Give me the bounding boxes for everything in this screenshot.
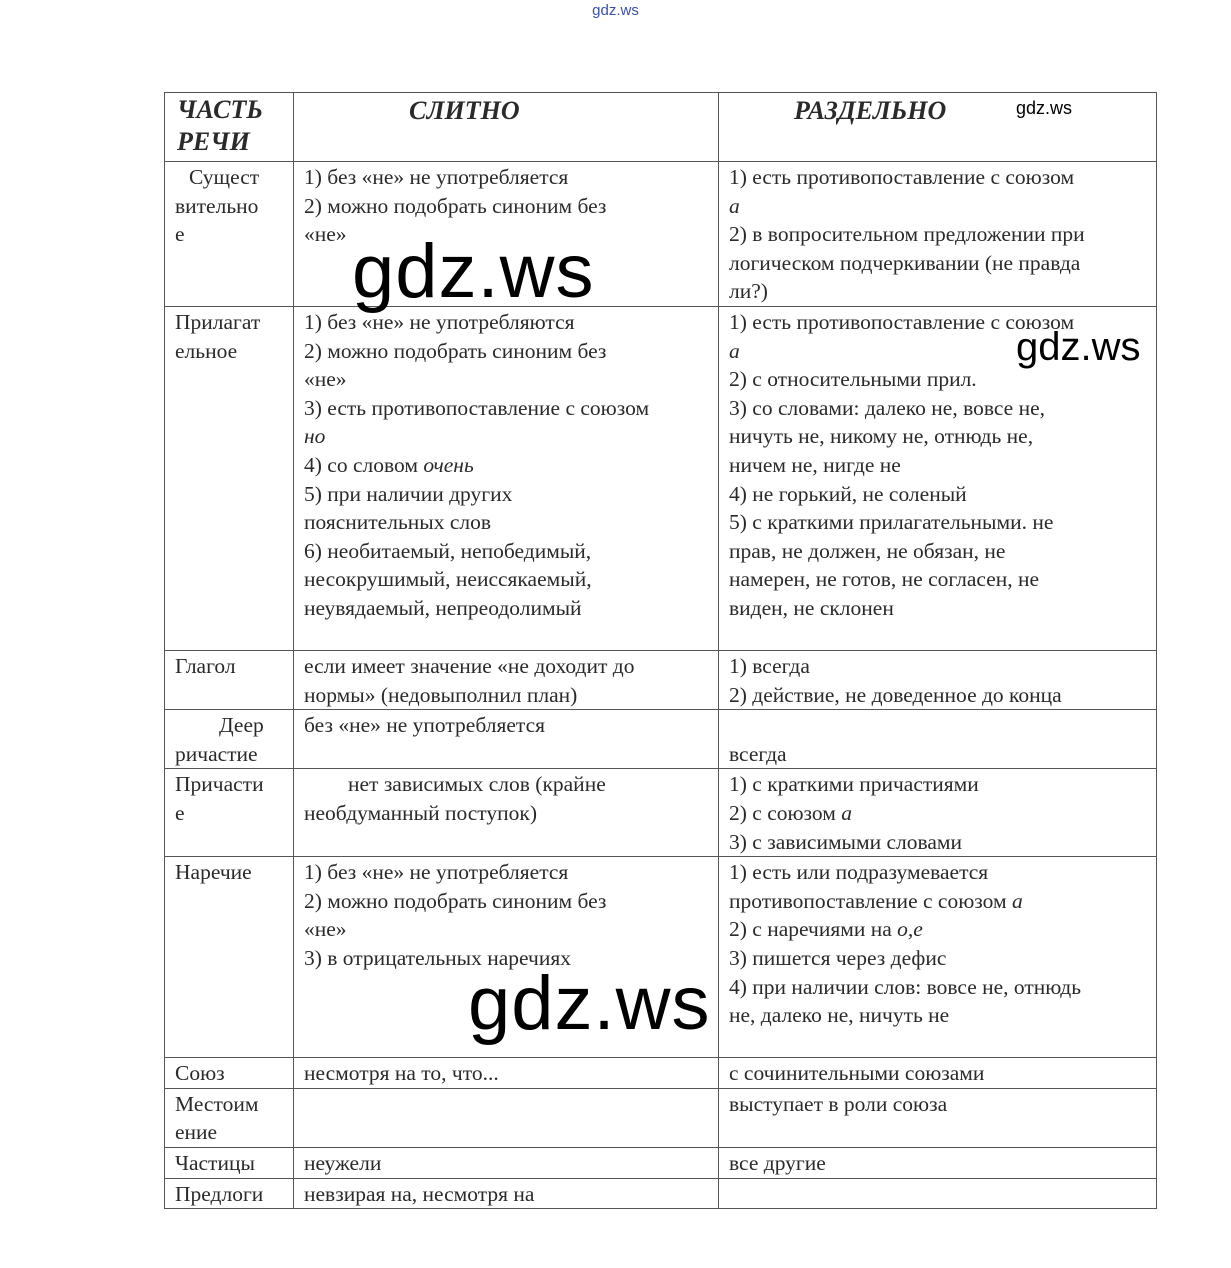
table-row-pronoun: [165, 1088, 1157, 1147]
table-header-row: [165, 93, 1157, 162]
separate-cell: 1) есть противопоставление с союзом а 2) в вопросительном предложении при логическом подчеркивании (не правда ли?): [719, 162, 1157, 307]
pos-cell: Союз: [165, 1058, 294, 1089]
together-cell: [294, 1088, 719, 1147]
watermark-small: gdz.ws: [1016, 98, 1073, 118]
watermark-large-bottom: gdz.ws: [468, 961, 711, 1046]
pos-cell: Глагол: [165, 650, 294, 709]
table-row-conjunction: [165, 1058, 1157, 1089]
table-row-particles: [165, 1147, 1157, 1178]
pos-cell: Деep ричастие: [165, 710, 294, 769]
together-cell: невзирая на, несмотря на: [294, 1178, 719, 1209]
watermark-large-top: gdz.ws: [352, 229, 595, 314]
separate-cell: 1) всегда 2) действие, не доведенное до конца: [719, 650, 1157, 709]
table-row-prepositions: [165, 1178, 1157, 1209]
together-cell: неужели: [294, 1147, 719, 1178]
separate-cell: 1) есть или подразумевается противопоставление с союзом а 2) с наречиями на о,е 3) пишется через дефис 4) при наличии слов: вовсе не, отнюдь не, далеко не, ничуть не: [719, 857, 1157, 1058]
separate-cell: с сочинительными союзами: [719, 1058, 1157, 1089]
together-cell: нет зависимых слов (крайне необдуманный поступок): [294, 769, 719, 857]
together-cell: 1) без «не» не употребляется 2) можно подобрать синоним без «не» 3) в отрицательных наречиях: [294, 857, 719, 1058]
separate-cell: выступает в роли союза: [719, 1088, 1157, 1147]
pos-cell: Частицы: [165, 1147, 294, 1178]
table-row-participle: [165, 769, 1157, 857]
header-separate: РАЗДЕЛЬНО: [719, 93, 1157, 162]
table-row-adjective: [165, 306, 1157, 650]
pos-cell: Прилагат ельное: [165, 306, 294, 650]
separate-cell: все другие: [719, 1147, 1157, 1178]
watermark-medium: gdz.ws: [1016, 325, 1141, 369]
together-cell: если имеет значение «не доходит до нормы» (недовыполнил план): [294, 650, 719, 709]
together-cell: несмотря на то, что...: [294, 1058, 719, 1089]
together-cell: 1) без «не» не употребляются 2) можно подобрать синоним без «не» 3) есть противопоставление с союзом но 4) со словом очень 5) при наличии других пояснительных слов 6) необитаемый, непобедимый, несокрушимый, неиссякаемый, неувядаемый, непреодолимый: [294, 306, 719, 650]
pos-cell: Причасти е: [165, 769, 294, 857]
separate-cell: [719, 1178, 1157, 1209]
pos-cell: Предлоги: [165, 1178, 294, 1209]
together-cell: без «не» не употребляется: [294, 710, 719, 769]
pos-cell: Сущест вительно е: [165, 162, 294, 307]
site-label[interactable]: gdz.ws: [592, 2, 639, 19]
separate-cell: 1) с краткими причастиями 2) с союзом а 3) с зависимыми словами: [719, 769, 1157, 857]
separate-cell: 1) есть противопоставление с союзом а 2) с относительными прил. 3) со словами: далеко не, вовсе не, ничуть не, никому не, отнюдь не, ничем не, нигде не 4) не горький, не соленый 5) с краткими прилагательными. не прав, не должен, не обязан, не намерен, не готов, не согласен, не виден, не склонен: [719, 306, 1157, 650]
table-row-noun: [165, 162, 1157, 307]
table-row-gerund: [165, 710, 1157, 769]
pos-cell: Наречие: [165, 857, 294, 1058]
pos-cell: Местоим ение: [165, 1088, 294, 1147]
together-cell: 1) без «не» не употребляется 2) можно подобрать синоним без «не»: [294, 162, 719, 307]
separate-cell: всегда: [719, 710, 1157, 769]
table-row-verb: [165, 650, 1157, 709]
header-part-of-speech: ЧАСТЬ РЕЧИ: [165, 93, 294, 162]
header-together: СЛИТНО: [294, 93, 719, 162]
